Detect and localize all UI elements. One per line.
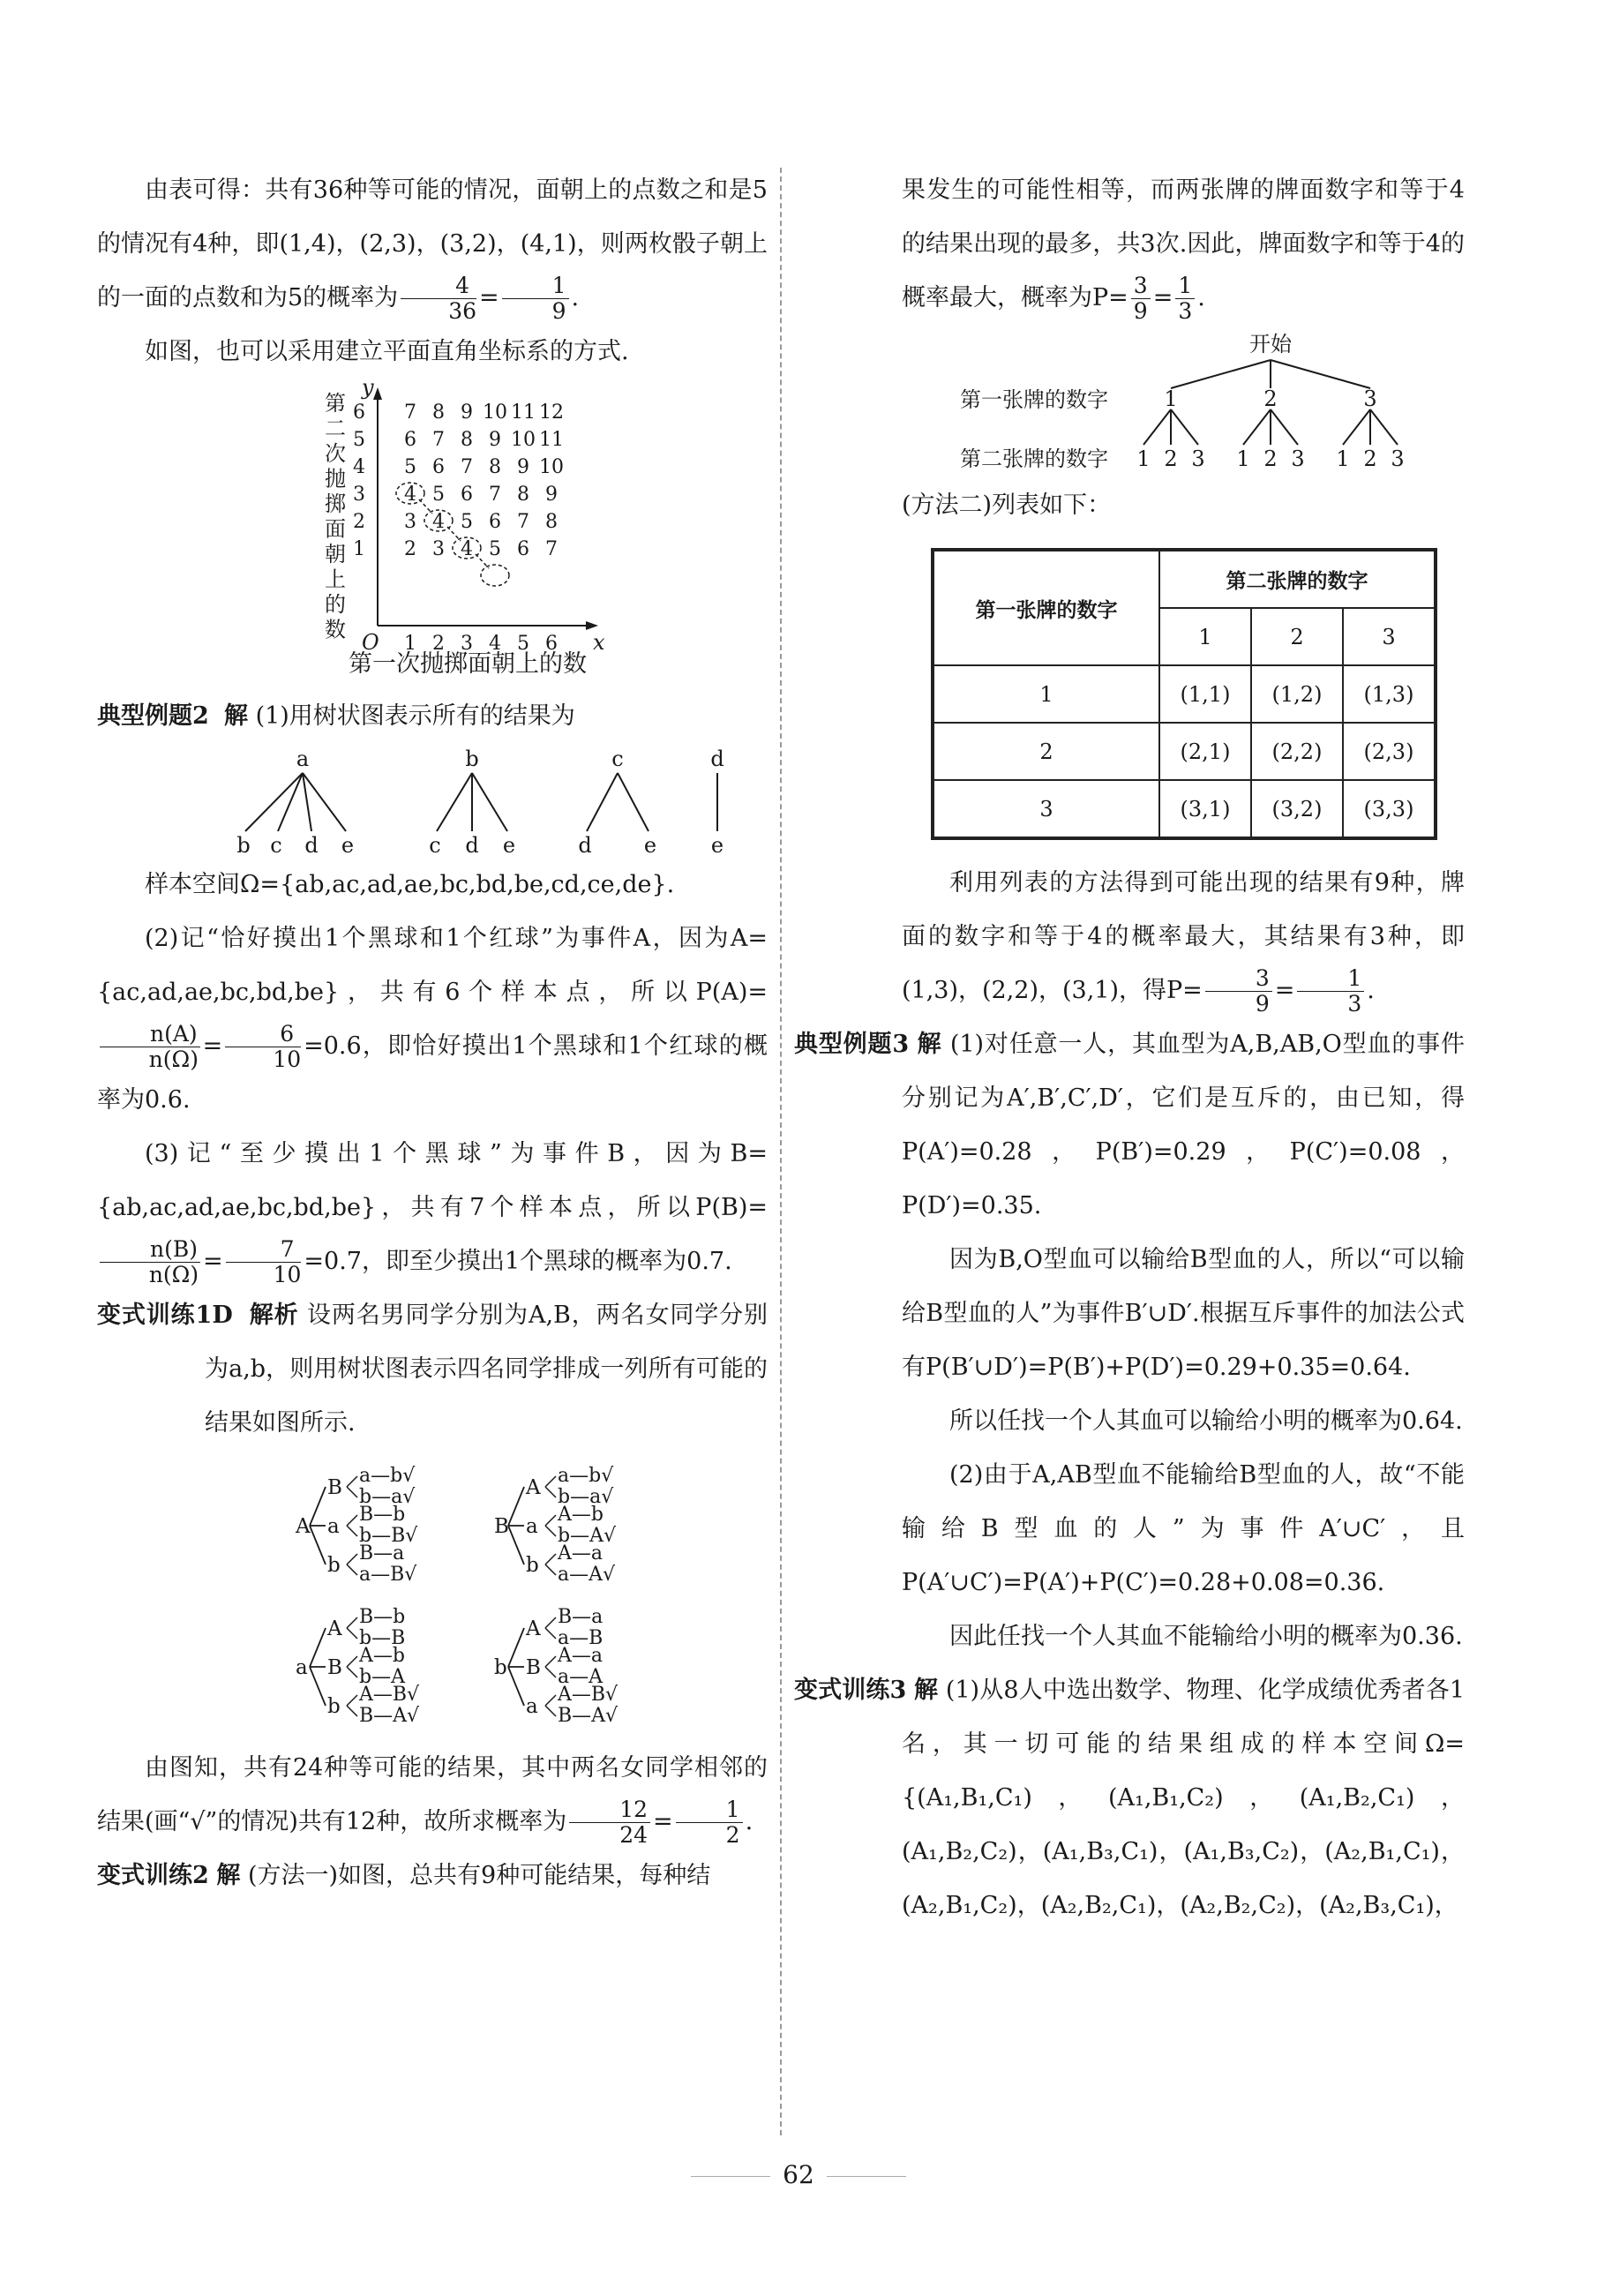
tree-leaf: a—b√ xyxy=(558,1465,614,1487)
example-2-heading: 典型例题2 解 (1)用树状图表示所有的结果为 xyxy=(97,702,575,730)
perm-tree xyxy=(295,1465,418,1586)
grid-cell: 7 xyxy=(404,401,416,424)
y-axis-label-char: 上 xyxy=(325,566,346,592)
tree-branch: a xyxy=(526,1695,538,1718)
grid-cell: 3 xyxy=(404,511,416,533)
grid-cell: 7 xyxy=(461,456,473,478)
grid-cell: 5 xyxy=(489,538,501,560)
tree-leaf: B—a xyxy=(359,1542,405,1564)
y-tick: 1 xyxy=(353,538,365,560)
variant-2-heading: 变式训练2 解 (方法一)如图，总共有9种可能结果，每种结 xyxy=(97,1862,711,1889)
grid-cell: 5 xyxy=(432,484,445,506)
tree-root: b xyxy=(494,1656,507,1679)
grid-cell: 8 xyxy=(517,484,529,506)
x-arrow xyxy=(586,621,598,630)
grid-cell: 5 xyxy=(461,511,473,533)
tree-leaf: a—A xyxy=(558,1666,604,1688)
tree-leaf: B—a xyxy=(558,1606,604,1628)
grid-cell: 11 xyxy=(539,429,564,451)
tree-node: 2 xyxy=(1263,386,1278,411)
paragraph: 由图知，共有24种等可能的结果，其中两名女同学相邻的结果(画“√”的情况)共有12种，故所求概率为 $\frac{12}{24}$ = $\frac{1}{2}$ . xyxy=(97,1754,768,1848)
example-3-heading: 典型例题3 解 (1)对任意一人，其血型为A,B,AB,O型血的事件分别记为A′,B′,C′,D′，它们是互斥的，由已知，得P(A′)=0.28，P(B′)=0.29，P(C′)=0.08，P(D′)=0.35. xyxy=(794,1031,1465,1219)
outcome-table xyxy=(931,548,1437,840)
row-header: 1 xyxy=(933,665,1159,723)
tree-leaf: A—b xyxy=(558,1504,604,1526)
x-tick: 1 xyxy=(404,633,416,652)
paragraph: (2)记“恰好摸出1个黑球和1个红球”为事件A，因为A={ac,ad,ae,bc,bd,be}，共有6个样本点，所以P(A)= $\frac{n(A)}{n(\Omega)}$ = $\frac{6}{10}$ =0.6，即恰好摸出1个黑球和1个红球的概率为0.6. xyxy=(97,925,768,1114)
grid-cell: 8 xyxy=(461,429,473,451)
right-column xyxy=(794,163,1465,1932)
grid-cell: 8 xyxy=(489,456,501,478)
tree-leaf: B—A√ xyxy=(359,1705,420,1727)
table-row xyxy=(933,780,1436,838)
table-cell: (3,3) xyxy=(1343,780,1436,838)
dice-sum-grid xyxy=(97,379,768,652)
tree-leaf: 2 xyxy=(1164,446,1178,471)
y-axis-label-char: 数 xyxy=(325,617,346,642)
tree-leaf: b—A xyxy=(359,1666,405,1688)
tree-branch: B xyxy=(327,1476,342,1499)
tree-branch: B xyxy=(526,1656,541,1679)
tree-leaf: b xyxy=(236,833,251,858)
tree-branch: b xyxy=(327,1554,341,1577)
tree-start: 开始 xyxy=(1249,332,1292,356)
x-tick: 4 xyxy=(489,633,501,652)
tree-leaf: c xyxy=(429,833,441,858)
grid-cell: 2 xyxy=(404,538,416,560)
left-column xyxy=(97,163,768,1902)
tree-leaf: A—a xyxy=(558,1645,604,1667)
y-axis-label-char: 面 xyxy=(325,516,346,542)
grid-cell: 9 xyxy=(461,401,473,424)
grid-cell: 11 xyxy=(511,401,536,424)
tree-leaf: a—A√ xyxy=(558,1564,616,1586)
fraction: $\frac{1}{9}$ xyxy=(502,274,569,324)
tree-leaf: 1 xyxy=(1336,446,1350,471)
tree-leaf: 2 xyxy=(1363,446,1377,471)
y-arrow xyxy=(373,387,382,400)
y-axis-label-char: 第 xyxy=(325,391,346,416)
y-tick: 3 xyxy=(353,484,365,506)
tree-branch: A xyxy=(327,1617,342,1640)
fraction: $\frac{4}{36}$ xyxy=(401,274,476,324)
fraction: $\frac{1}{3}$ xyxy=(1297,966,1364,1017)
grid-cell: 9 xyxy=(517,456,529,478)
tree-leaf: a—B√ xyxy=(359,1564,417,1586)
permutation-trees xyxy=(97,1450,768,1741)
paragraph: 如图，也可以采用建立平面直角坐标系的方式. xyxy=(145,338,629,365)
table-cell: (2,2) xyxy=(1251,723,1343,780)
tree-leaf: B—b xyxy=(359,1606,406,1628)
grid-cell: 10 xyxy=(511,429,536,451)
tree-leaf: 3 xyxy=(1191,446,1205,471)
grid-cell: 8 xyxy=(545,511,558,533)
tree-diagram-abcde xyxy=(97,743,768,858)
tree-branch: a xyxy=(526,1515,538,1538)
footer-rule xyxy=(691,2176,770,2177)
tree-root: A xyxy=(296,1515,311,1538)
tree-leaf: A—B√ xyxy=(558,1684,619,1706)
grid-cell: 3 xyxy=(432,538,445,560)
grid-cell: 7 xyxy=(489,484,501,506)
tree-leaf: A—b xyxy=(359,1645,405,1667)
grid-xlabel: 第一次抛掷面朝上的数 xyxy=(349,650,587,678)
table-cell: (1,1) xyxy=(1159,665,1251,723)
tree-leaf: 2 xyxy=(1263,446,1278,471)
col-header: 2 xyxy=(1251,608,1343,665)
grid-cell: 4 xyxy=(432,511,445,533)
tree-leaf: B—A√ xyxy=(558,1705,619,1727)
fraction: $\frac{n(A)}{n(\Omega)}$ xyxy=(100,1022,200,1072)
tree-root: a xyxy=(296,1656,308,1679)
table-row xyxy=(933,665,1436,723)
paragraph: 利用列表的方法得到可能出现的结果有9种，牌面的数字和等于4的概率最大，其结果有3种，即(1,3)，(2,2)，(3,1)，得P= $\frac{3}{9}$ = $\frac{1}{3}$ . xyxy=(902,869,1465,1017)
tree-node: 1 xyxy=(1164,386,1178,411)
row-label: 第一张牌的数字 xyxy=(960,387,1108,412)
tree-leaf: 1 xyxy=(1136,446,1151,471)
tree-leaf: e xyxy=(502,833,516,858)
paragraph: 果发生的可能性相等，而两张牌的牌面数字和等于4的结果出现的最多，共3次.因此，牌面数字和等于4的概率最大，概率为P= $\frac{3}{9}$ = $\frac{1}{3}$ . xyxy=(902,176,1465,324)
paragraph: (3)记“至少摸出1个黑球”为事件B，因为B={ab,ac,ad,ae,bc,bd,be}，共有7个样本点，所以P(B)= $\frac{n(B)}{n(\Omega)}$ = $\frac{7}{10}$ =0.7，即至少摸出1个黑球的概率为0.7. xyxy=(97,1140,768,1287)
grid-cell: 10 xyxy=(539,456,564,478)
grid-cell: 6 xyxy=(461,484,473,506)
tree-leaf: b—B√ xyxy=(359,1525,418,1547)
row-header: 2 xyxy=(933,723,1159,780)
perm-tree xyxy=(296,1606,420,1727)
perm-tree xyxy=(494,1465,617,1586)
x-tick: 2 xyxy=(432,633,445,652)
grid-cell: 12 xyxy=(539,401,564,424)
fraction: $\frac{3}{9}$ xyxy=(1131,274,1151,324)
x-tick: 6 xyxy=(545,633,558,652)
footer-rule xyxy=(827,2176,906,2177)
grid-cell: 7 xyxy=(517,511,529,533)
tree-leaf: b—a√ xyxy=(558,1486,614,1508)
tree-node: d xyxy=(710,747,724,771)
y-axis-label-char: 二 xyxy=(325,416,346,441)
tree-leaf: e xyxy=(341,833,355,858)
y-axis-label xyxy=(325,391,346,642)
tree-leaf: 1 xyxy=(1236,446,1250,471)
tree-branch: a xyxy=(327,1515,340,1538)
grid-cell: 10 xyxy=(483,401,507,424)
tree-branch: A xyxy=(526,1617,541,1640)
y-tick: 6 xyxy=(353,401,365,424)
col-header: 1 xyxy=(1159,608,1251,665)
y-tick: 2 xyxy=(353,511,365,533)
grid-cell: 6 xyxy=(489,511,501,533)
col-header: 3 xyxy=(1343,608,1436,665)
method-2: (方法二)列表如下： xyxy=(902,491,1112,519)
tree-root: B xyxy=(494,1515,509,1538)
table-corner: 第一张牌的数字 xyxy=(933,550,1159,665)
grid-cell: 7 xyxy=(545,538,558,560)
table-cell: (1,2) xyxy=(1251,665,1343,723)
column-divider xyxy=(780,168,782,2135)
table-row xyxy=(933,723,1436,780)
y-tick: 4 xyxy=(353,456,365,478)
fraction: $\frac{6}{10}$ xyxy=(225,1022,301,1072)
paragraph: (2)由于A,AB型血不能输给B型血的人，故“不能输给B型血的人”为事件A′∪C′，且P(A′∪C′)=P(A′)+P(C′)=0.28+0.08=0.36. xyxy=(902,1461,1465,1596)
paragraph: 所以任找一个人其血可以输给小明的概率为0.64. xyxy=(949,1407,1463,1435)
fraction: $\frac{7}{10}$ xyxy=(226,1237,302,1287)
fraction: $\frac{12}{24}$ xyxy=(569,1797,650,1848)
grid-cell: 4 xyxy=(461,538,473,560)
tree-leaf: B—b xyxy=(359,1504,406,1526)
tree-node: b xyxy=(465,747,479,771)
tree-leaf: b—B xyxy=(359,1627,406,1649)
fraction: $\frac{n(B)}{n(\Omega)}$ xyxy=(100,1237,200,1287)
tree-leaf: 3 xyxy=(1391,446,1405,471)
y-axis-label-char: 掷 xyxy=(325,491,346,516)
tree-leaf: d xyxy=(578,833,592,858)
grid-cell: 5 xyxy=(404,456,416,478)
tree-leaf: b—A√ xyxy=(558,1525,616,1547)
origin-label: O xyxy=(362,630,379,652)
fraction: $\frac{1}{3}$ xyxy=(1175,274,1195,324)
grid-cell: 6 xyxy=(432,456,445,478)
variant-3-heading: 变式训练3 解 (1)从8人中选出数学、物理、化学成绩优秀者各1名，其一切可能的结果组成的样本空间Ω={(A₁,B₁,C₁)，(A₁,B₁,C₂)，(A₁,B₂,C₁)，(A₁,B₂,C₂)，(A₁,B₃,C₁)，(A₁,B₃,C₂)，(A₂,B₁,C₁)，(A₂,B₁,C₂)，(A₂,B₂,C₁)，(A₂,B₂,C₂)，(A₂,B₃,C₁)， xyxy=(794,1677,1465,1919)
tree-leaf: 3 xyxy=(1291,446,1305,471)
tree-node: c xyxy=(611,747,624,771)
x-tick: 3 xyxy=(461,633,473,652)
table-cell: (1,3) xyxy=(1343,665,1436,723)
sample-space: 样本空间Ω={ab,ac,ad,ae,bc,bd,be,cd,ce,de}. xyxy=(145,871,675,898)
tree-node: a xyxy=(296,747,310,771)
tree-branch: b xyxy=(327,1695,341,1718)
grid-cell: 8 xyxy=(432,401,445,424)
y-tick: 5 xyxy=(353,429,365,451)
tree-leaf: e xyxy=(643,833,657,858)
tree-leaf: a—B xyxy=(558,1627,604,1649)
y-axis-label-char: 朝 xyxy=(325,542,346,566)
page-number: 62 xyxy=(783,2160,814,2189)
y-axis-label-char: 抛 xyxy=(325,466,346,491)
table-top-header: 第二张牌的数字 xyxy=(1159,550,1436,608)
paragraph: 由表可得：共有36种等可能的情况，面朝上的点数之和是5的情况有4种，即(1,4)，(2,3)，(3,2)，(4,1)，则两枚骰子朝上的一面的点数和为5的概率为 $\frac{4}{36}$ = $\frac{1}{9}$ . xyxy=(97,176,768,324)
y-axis-label-char: 的 xyxy=(325,592,346,617)
y-axis-name: y xyxy=(362,379,374,400)
card-tree-diagram xyxy=(794,325,1465,475)
tree-branch: B xyxy=(327,1656,342,1679)
table-cell: (2,1) xyxy=(1159,723,1251,780)
tree-branch: A xyxy=(526,1476,541,1499)
fraction: $\frac{1}{2}$ xyxy=(676,1797,743,1848)
row-header: 3 xyxy=(933,780,1159,838)
y-axis-label-char: 次 xyxy=(325,441,346,466)
tree-leaf: A—a xyxy=(558,1542,604,1564)
variant-1-heading: 变式训练1D 解析 设两名男同学分别为A,B，两名女同学分别为a,b，则用树状图表示四名同学排成一列所有可能的结果如图所示. xyxy=(97,1302,769,1437)
tree-leaf: c xyxy=(270,833,282,858)
grid-cell: 9 xyxy=(489,429,501,451)
perm-tree xyxy=(494,1606,619,1727)
tree-leaf: b—a√ xyxy=(359,1486,416,1508)
x-axis-name: x xyxy=(593,630,605,652)
fraction: $\frac{3}{9}$ xyxy=(1205,966,1272,1017)
table-cell: (3,1) xyxy=(1159,780,1251,838)
table-cell: (2,3) xyxy=(1343,723,1436,780)
grid-cell: 9 xyxy=(545,484,558,506)
tree-leaf: d xyxy=(465,833,479,858)
tree-node: 3 xyxy=(1363,386,1377,411)
grid-cell: 4 xyxy=(404,484,416,506)
tree-leaf: A—B√ xyxy=(359,1684,420,1706)
tree-leaf: e xyxy=(710,833,724,858)
paragraph: 因为B,O型血可以输给B型血的人，所以“可以输给B型血的人”为事件B′∪D′.根据互斥事件的加法公式有P(B′∪D′)=P(B′)+P(D′)=0.29+0.35=0.64. xyxy=(902,1246,1465,1381)
table-cell: (3,2) xyxy=(1251,780,1343,838)
x-tick: 5 xyxy=(517,633,529,652)
grid-cell: 6 xyxy=(404,429,416,451)
tree-leaf: d xyxy=(304,833,319,858)
tree-branch: b xyxy=(526,1554,539,1577)
grid-cell: 7 xyxy=(432,429,445,451)
page-footer xyxy=(0,2160,1597,2189)
tree-leaf: a—b√ xyxy=(359,1465,416,1487)
grid-cell: 6 xyxy=(517,538,529,560)
paragraph: 因此任找一个人其血不能输给小明的概率为0.36. xyxy=(949,1623,1463,1650)
row-label: 第二张牌的数字 xyxy=(960,446,1108,471)
